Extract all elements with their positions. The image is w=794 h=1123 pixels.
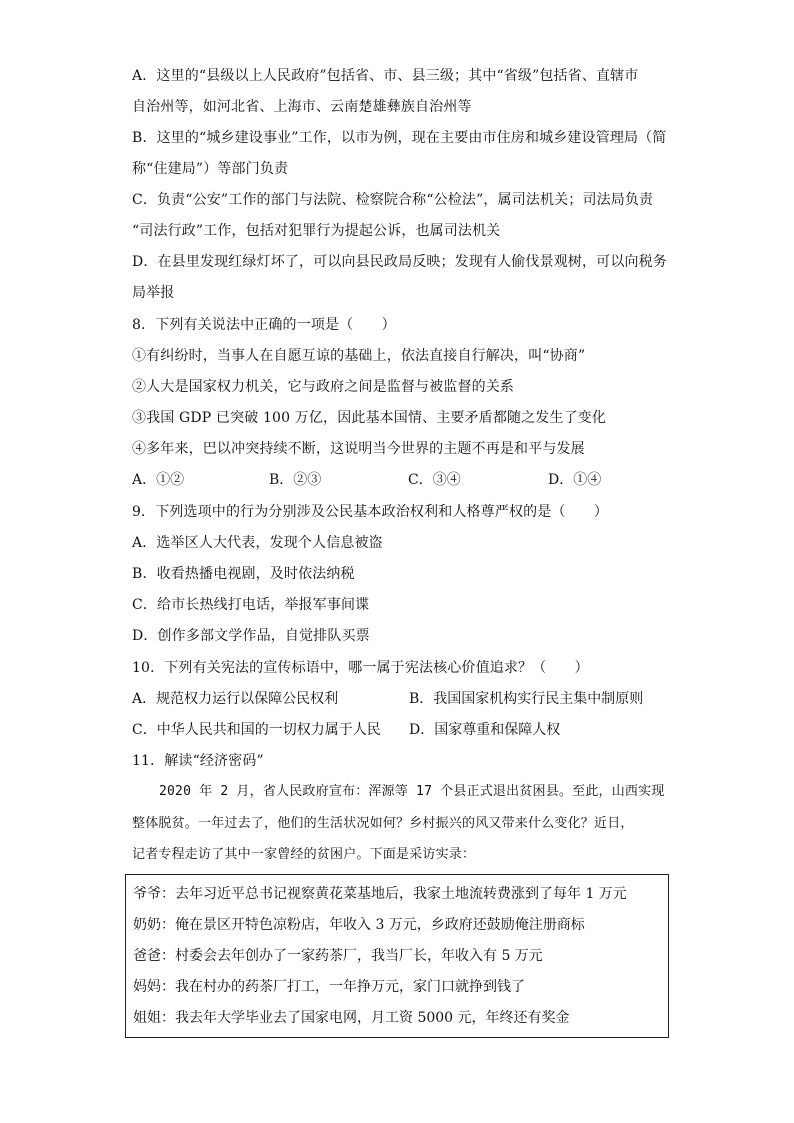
q10-stem: 10．下列有关宪法的宣传标语中，哪一属于宪法核心价值追求？（ ） bbox=[132, 660, 589, 676]
interview-line-father: 爸爸：村委会去年创办了一家药茶厂，我当厂长，年收入有 5 万元 bbox=[133, 948, 543, 964]
interview-line-grandma: 奶奶：俺在景区开特色凉粉店，年收入 3 万元，乡政府还鼓励俺注册商标 bbox=[133, 917, 585, 933]
q11-stem: 11．解读“经济密码” bbox=[132, 753, 264, 769]
q7-option-d-line1: D．在县里发现红绿灯坏了，可以向县民政局反映；发现有人偷伐景观树，可以向税务 bbox=[132, 254, 667, 270]
q9-option-a: A．选举区人大代表，发现个人信息被盗 bbox=[132, 535, 383, 551]
q7-option-a-line2: 自治州等，如河北省、上海市、云南楚雄彝族自治州等 bbox=[132, 99, 472, 115]
interview-line-mother: 妈妈：我在村办的药茶厂打工，一年挣万元，家门口就挣到钱了 bbox=[133, 979, 525, 995]
q8-option-c: C．③④ bbox=[408, 472, 461, 488]
q7-option-a-line1: A．这里的“县级以上人民政府”包括省、市、县三级；其中“省级”包括省、直辖市 bbox=[132, 68, 639, 84]
q8-option-d: D．①④ bbox=[548, 472, 602, 488]
q8-option-b: B．②③ bbox=[269, 472, 322, 488]
q11-passage-line2: 整体脱贫。一年过去了，他们的生活状况如何？乡村振兴的风又带来什么变化？近日， bbox=[132, 816, 634, 831]
q7-option-b-line1: B．这里的“城乡建设事业”工作，以市为例，现在主要由市住房和城乡建设管理局（简 bbox=[132, 130, 667, 146]
q9-stem: 9．下列选项中的行为分别涉及公民基本政治权利和人格尊严权的是（ ） bbox=[132, 504, 609, 520]
q7-option-b-line2: 称“住建局”）等部门负责 bbox=[132, 161, 289, 177]
q10-options-row-1 bbox=[132, 689, 692, 709]
q11-passage-line3: 记者专程走访了其中一家曾经的贫困户。下面是采访实录： bbox=[132, 847, 476, 862]
q8-statement-1: ①有纠纷时，当事人在自愿互谅的基础上，依法直接自行解决，叫“协商” bbox=[132, 348, 586, 364]
q7-option-c-line2: “司法行政”工作，包括对犯罪行为提起公诉，也属司法机关 bbox=[132, 223, 501, 239]
q9-option-b: B．收看热播电视剧，及时依法纳税 bbox=[132, 566, 355, 582]
q7-option-c-line1: C．负责“公安”工作的部门与法院、检察院合称“公检法”，属司法机关；司法局负责 bbox=[132, 192, 654, 208]
q11-passage-line1: 2020 年 2 月，省人民政府宣布：浑源等 17 个县正式退出贫困县。至此，山西实现 bbox=[159, 784, 665, 799]
q8-options-row bbox=[132, 470, 692, 490]
interview-record-box bbox=[125, 874, 669, 1038]
q8-option-a: A．①② bbox=[132, 472, 185, 488]
q10-option-d: D．国家尊重和保障人权 bbox=[409, 722, 561, 738]
q8-stem: 8．下列有关说法中正确的一项是（ ） bbox=[132, 317, 396, 333]
q9-option-d: D．创作多部文学作品，自觉排队买票 bbox=[132, 628, 370, 644]
q10-options-row-2 bbox=[132, 720, 692, 740]
interview-line-sister: 姐姐：我去年大学毕业去了国家电网，月工资 5000 元，年终还有奖金 bbox=[133, 1010, 570, 1026]
q10-option-a: A．规范权力运行以保障公民权利 bbox=[132, 691, 339, 707]
interview-line-grandpa: 爷爷：去年习近平总书记视察黄花菜基地后，我家土地流转费涨到了每年 1 万元 bbox=[133, 886, 627, 902]
q8-statement-2: ②人大是国家权力机关，它与政府之间是监督与被监督的关系 bbox=[132, 379, 515, 395]
q10-option-b: B．我国国家机构实行民主集中制原则 bbox=[409, 691, 644, 707]
q9-option-c: C．给市长热线打电话，举报军事间谍 bbox=[132, 597, 370, 613]
q10-option-c: C．中华人民共和国的一切权力属于人民 bbox=[132, 722, 381, 738]
q8-statement-4: ④多年来，巴以冲突持续不断，这说明当今世界的主题不再是和平与发展 bbox=[132, 441, 585, 457]
q7-option-d-line2: 局举报 bbox=[132, 285, 175, 301]
q8-statement-3: ③我国 GDP 已突破 100 万亿，因此基本国情、主要矛盾都随之发生了变化 bbox=[132, 410, 607, 426]
